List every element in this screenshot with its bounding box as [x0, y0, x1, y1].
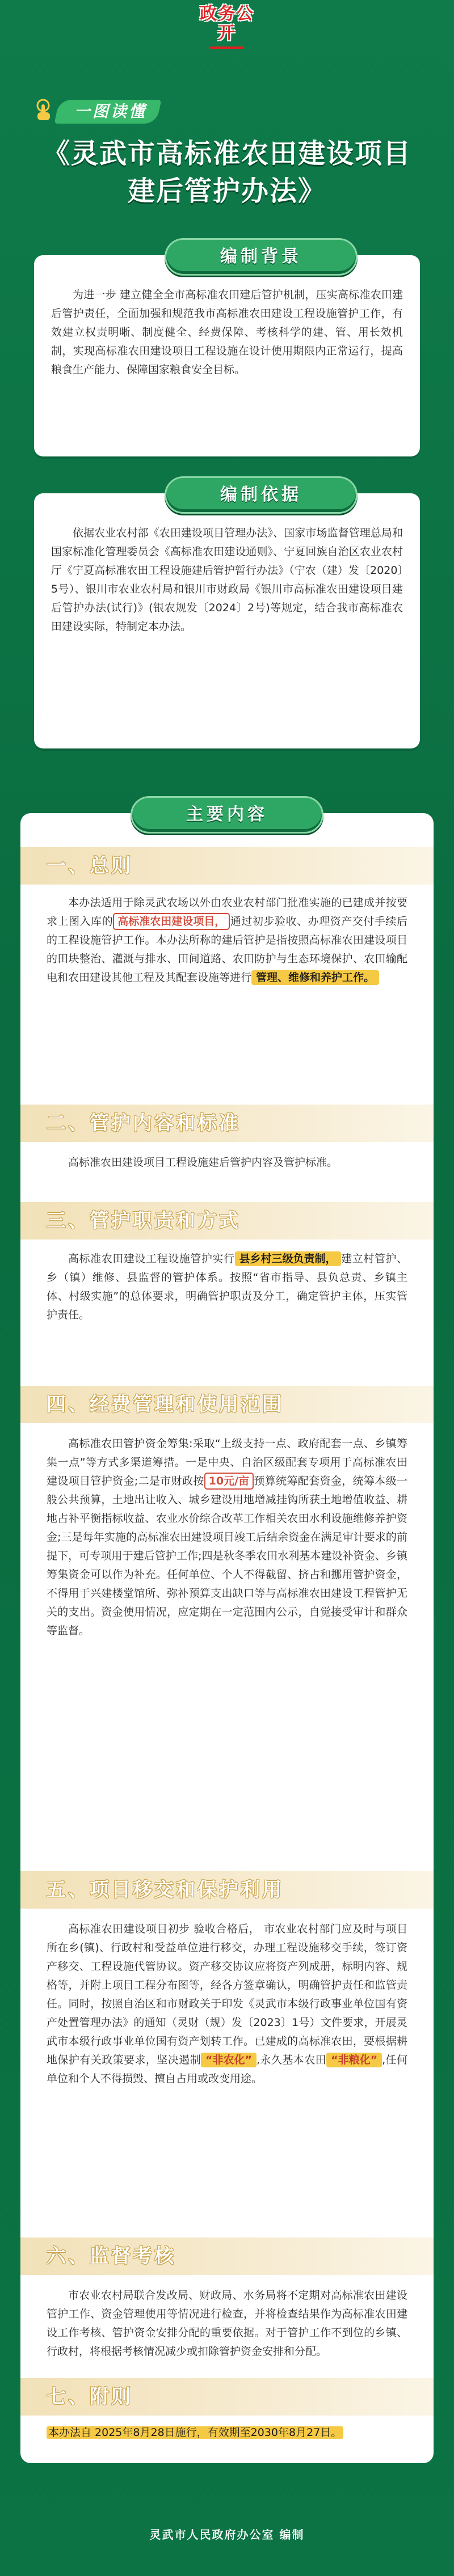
text-run: 高标准农田建设工程设施管护实行 [68, 1253, 235, 1265]
section-title: 二、管护内容和标准 [47, 1112, 241, 1135]
text-run: ,任何单位和个人不得损毁、擅自占用或改变用途。 [47, 2054, 407, 2085]
section-bar-content [20, 1105, 434, 1142]
background-heading-text: 编制背景 [220, 247, 302, 267]
section-text-funding [47, 1435, 407, 1640]
footer-credit: 灵武市人民政府办公室 编制 [149, 2528, 305, 2541]
section-title: 七、附则 [47, 2385, 133, 2408]
basis-text: 依据农业农村部《农田建设项目管理办法》、国家市场监督管理总局和国家标准化管理委员会《高标准农田建设通则》、宁夏回族自治区农业农村厅《宁夏高标准农田工程设施建后管护暂行办法》（宁农（建）发〔2020〕5号）、银川市农业农村局和银川市财政局《银川市高标准农田建设项目建后管护办法(试行)》(银农规发〔2024〕2号)等规定，结合我市高标准农田建设实际，特制定本办法。 [51, 527, 403, 633]
section-bar-appendix [20, 2378, 434, 2416]
highlight-three-level: 县乡村三级负责制， [235, 1251, 341, 1266]
highlight-non-grain: “非粮化” [326, 2053, 382, 2067]
text-run: 建立村管护、乡（镇）维修、县监督的管护体系。按照“省市指导、县负总责、乡镇主体、村级实施”的总体要求，明确管护职责及分工，确定管护主体，压实管护责任。 [47, 1253, 407, 1321]
section-title: 四、经费管理和使用范围 [47, 1393, 284, 1416]
highlight-effective-date: 本办法自 2025年8月28日施行，有效期至2030年8月27日。 [47, 2426, 343, 2439]
title-line-1: 《灵武市高标准农田建设项目 [42, 138, 411, 170]
background-card [34, 247, 420, 456]
text-run: 高标准农田管护资金筹集:采取“上级支持一点、政府配套一点、乡镇筹集一点”等方式多渠道筹措。一是中央、自治区级配套专项用于高标准农田建设项目管护资金;二是市财政按 [47, 1437, 407, 1487]
text-run: 高标准农田建设项目初步 验收合格后， 市农业农村部门应及时与项目所在乡(镇)、行政村和受益单位进行移交，办理工程设施移交手续，签订资产移交、工程设施代管协议。资产移交协议应将资产列成册，标明内容、规格等，并附上项目工程分布图等，经各方签章确认，明确管护责任和监管责任。同时，按照自治区和市财政关于印发《灵武市本级行政事业单位国有资产处置管理办法》的通知（灵财（规）发〔2023〕1号）文件要求，开展灵武市本级行政事业单位国有资产划转工作。已建成的高标准农田，要根据耕地保护有关政策要求，坚决遏制 [47, 1923, 407, 2066]
text-run: 高标准农田建设项目工程设施建后管护内容及管护标准。 [68, 1156, 338, 1169]
text-run: ,永久基本农田 [257, 2054, 327, 2066]
logo-underline [210, 46, 244, 49]
main-content-card [20, 805, 434, 2463]
background-text: 为进一步 建立健全全市高标准农田建后管护机制，压实高标准农田建后管护责任，全面加强和规范我市高标准农田建设工程设施管护工作，有效建立权责明晰、制度健全、经费保障、考核科学的建、管、用长效机制，实现高标准农田建设项目工程设施在设计使用期限内正常运行，提高粮食生产能力、保障国家粮食安全目标。 [51, 289, 403, 376]
text-run: 本办法适用于除灵武农场以外由农业农村部门批准实施的已建成并按要求上图入库的 [47, 896, 407, 928]
section-title: 五、项目移交和保护利用 [47, 1879, 284, 1901]
basis-card [34, 485, 420, 748]
text-run: 预算统筹配套资金，统筹本级一般公共预算，土地出让收入、城乡建设用地增减挂钩所获土地增值收益、耕地占补平衡指标收益、农业水价综合改革工作相关农田水利设施维修养护资金;三是每年实施的高标准农田建设项目竣工后结余资金在满足审计要求的前提下，可专项用于建后管护工作;四是秋冬季农田水利基本建设补资金、乡镇筹集资金可以作为补充。任何单位、个人不得截留、挤占和挪用管护资金，不得用于兴建楼堂馆所、弥补预算支出缺口等与高标准农田建设工程管护无关的支出。资金使用情况，应定期在一定范围内公示，自觉接受审计和群众等监督。 [47, 1475, 407, 1637]
highlight-non-agricultural: “非农化” [201, 2053, 257, 2067]
section-bar-general [20, 847, 434, 885]
section-text-transfer [47, 1920, 407, 2088]
highlight-maintenance: 管理、维修和养护工作。 [251, 970, 379, 985]
text-run: 市农业农村局联合发改局、财政局、水务局将不定期对高标准农田建设管护工作、资金管理使用等情况进行检查，并将检查结果作为高标准农田建设工作考核、管护资金安排分配的重要依据。对于管护工作不到位的乡镇、行政村，将根据考核情况减少或扣除管护资金安排和分配。 [47, 2289, 407, 2358]
hand-pointer-icon [32, 98, 58, 124]
page-title [17, 135, 437, 210]
section-title: 一、总则 [47, 855, 133, 877]
background-heading [165, 238, 358, 276]
section-title: 三、管护职责和方式 [47, 1209, 241, 1232]
section-text-appendix [47, 2423, 407, 2442]
highlight-per-mu-amount: 10元/亩 [204, 1473, 254, 1490]
government-affairs-logo [200, 5, 254, 57]
basis-heading [165, 476, 358, 514]
section-bar-funding [20, 1386, 434, 1423]
infographic-tag [32, 94, 168, 129]
main-heading [131, 796, 323, 834]
logo-text: 政务公开 [200, 4, 254, 43]
section-title: 六、监督考核 [47, 2245, 176, 2268]
tag-label: 一图读懂 [74, 102, 147, 121]
section-bar-transfer [20, 1871, 434, 1909]
text-run: 通过初步验收、办理资产交付手续后的工程设施管护工作。本办法所称的建后管护是指按照高标准农田建设项目的田块整治、灌溉与排水、田间道路、农田防护与生态环境保护、农田输配电和农田建设其他工程及其配套设施等进行 [47, 915, 407, 984]
section-text-supervision [47, 2286, 407, 2361]
section-text-duties [47, 1250, 407, 1325]
title-line-2: 建后管护办法》 [127, 175, 326, 207]
main-heading-text: 主要内容 [186, 805, 268, 824]
highlight-project: 高标准农田建设项目， [113, 913, 230, 930]
section-text-content [47, 1153, 407, 1172]
section-text-general [47, 894, 407, 987]
section-bar-supervision [20, 2237, 434, 2275]
basis-heading-text: 编制依据 [220, 485, 302, 505]
section-bar-duties [20, 1202, 434, 1240]
